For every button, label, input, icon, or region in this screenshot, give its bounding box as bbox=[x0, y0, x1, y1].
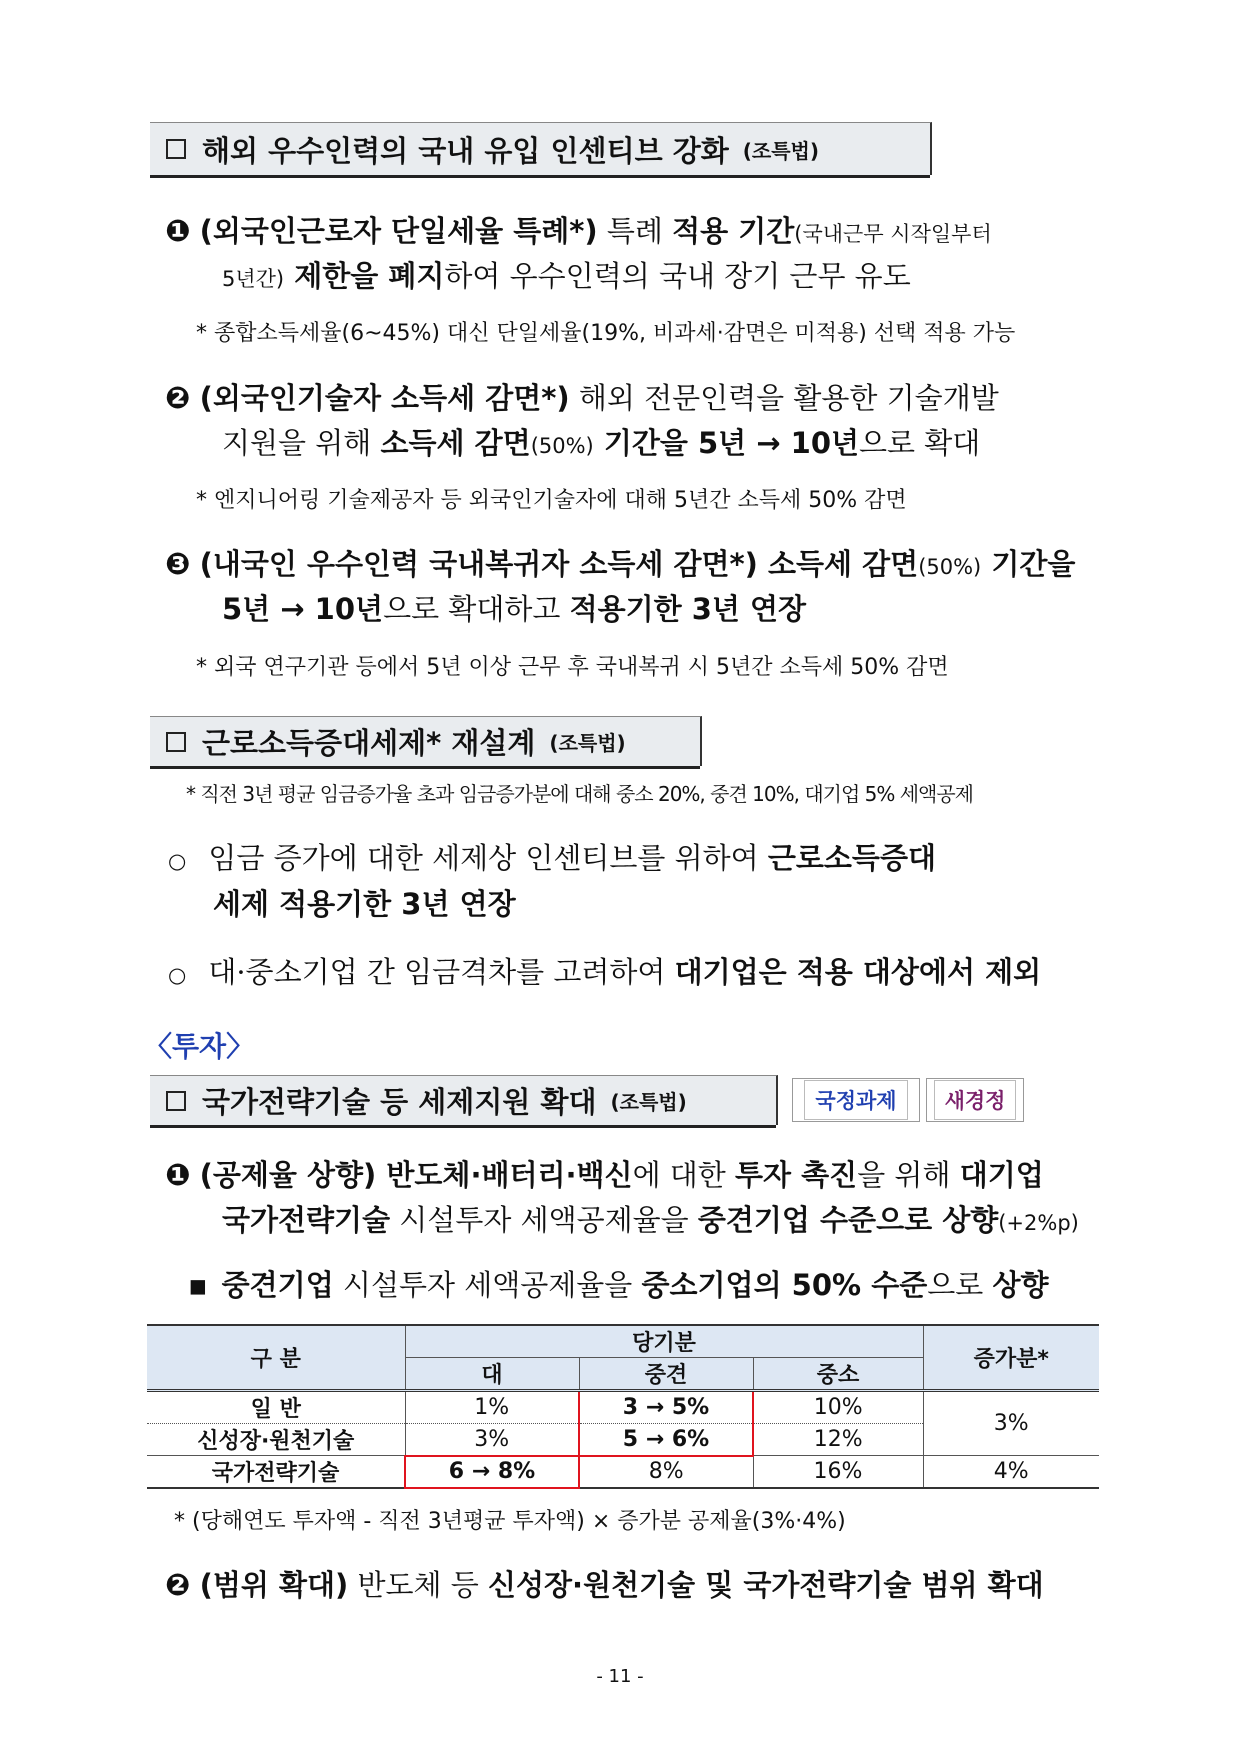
circle-bullet-icon: ○ bbox=[168, 849, 187, 873]
investment-subheading: 〈투자〉 bbox=[144, 1030, 255, 1063]
highlight-cell: 6 → 8% bbox=[405, 1456, 579, 1489]
item-2-note: * 엔지니어링 기술제공자 등 외국인기술자에 대해 5년간 소득세 50% 감면 bbox=[196, 488, 907, 513]
section-2-tag: (조특법) bbox=[549, 731, 626, 755]
section-3-item-1-line-1: ❶ (공제율 상향) 반도체·배터리·백신에 대한 투자 촉진을 위해 대기업 bbox=[165, 1158, 1044, 1193]
section-2-title: 근로소득증대세제* 재설계 bbox=[202, 726, 536, 760]
section-2-bullet-1-line-2: 세제 적용기한 3년 연장 bbox=[213, 887, 516, 921]
merged-increase-cell: 3% bbox=[923, 1391, 1099, 1456]
section-3-title: 국가전략기술 등 세제지원 확대 bbox=[202, 1085, 597, 1119]
header-category: 구 분 bbox=[147, 1325, 405, 1391]
section-1-tag: (조특법) bbox=[742, 138, 819, 163]
item-1-note: * 종합소득세율(6~45%) 대신 단일세율(19%, 비과세·감면은 미적용) 선택 적용 가능 bbox=[196, 321, 1016, 346]
section-3-item-1-line-2: 국가전략기술 시설투자 세액공제율을 중견기업 수준으로 상향(+2%p) bbox=[222, 1203, 1079, 1237]
section-2-bullet-1-line-1: ○ 임금 증가에 대한 세제상 인센티브를 위하여 근로소득증대 bbox=[168, 841, 936, 875]
item-1-line-2: 5년간) 제한을 폐지하여 우수인력의 국내 장기 근무 유도 bbox=[222, 259, 911, 293]
section-1-title: 해외 우수인력의 국내 유입 인센티브 강화 bbox=[202, 133, 729, 168]
item-3-marker: ❸ bbox=[165, 547, 191, 582]
item-2-line-1: ❷ (외국인기술자 소득세 감면*) 해외 전문인력을 활용한 기술개발 bbox=[165, 381, 999, 416]
item-3-line-1: ❸ (내국인 우수인력 국내복귀자 소득세 감면*) 소득세 감면(50%) 기간을 bbox=[165, 547, 1076, 582]
divider bbox=[150, 175, 930, 178]
item-3-line-2: 5년 → 10년으로 확대하고 적용기한 3년 연장 bbox=[222, 592, 807, 626]
badge-new-economic-policy: 새경정 bbox=[926, 1078, 1024, 1122]
section-3-header bbox=[150, 1075, 778, 1125]
square-bullet-icon: ▪ bbox=[188, 1268, 208, 1302]
header-increase: 증가분* bbox=[923, 1325, 1099, 1391]
table-row: 신성장·원천기술 3% 5 → 6% 12% bbox=[147, 1424, 1099, 1456]
header-small-company: 중소 bbox=[753, 1358, 923, 1391]
checkbox-square-icon bbox=[166, 139, 186, 159]
section-3-item-2: ❷ (범위 확대) 반도체 등 신성장·원천기술 및 국가전략기술 범위 확대 bbox=[165, 1568, 1044, 1603]
tax-credit-table bbox=[147, 1324, 1099, 1489]
circle-bullet-icon: ○ bbox=[168, 963, 187, 987]
section-3-item-2-marker: ❷ bbox=[165, 1568, 191, 1603]
divider bbox=[150, 766, 700, 769]
table-row: 국가전략기술 6 → 8% 8% 16% 4% bbox=[147, 1456, 1099, 1489]
page-number: - 11 - bbox=[596, 1666, 644, 1687]
section-1-header bbox=[150, 122, 932, 175]
table-row: 일 반 1% 3 → 5% 10% 3% bbox=[147, 1391, 1099, 1424]
item-1-line-1: ❶ (외국인근로자 단일세율 특례*) 특례 적용 기간(국내근무 시작일부터 bbox=[165, 214, 992, 249]
item-1-marker: ❶ bbox=[165, 214, 191, 249]
divider bbox=[150, 1125, 776, 1128]
section-2-note: * 직전 3년 평균 임금증가율 초과 임금증가분에 대해 중소 20%, 중견 10%, 대기업 5% 세액공제 bbox=[186, 782, 973, 806]
highlight-cell: 5 → 6% bbox=[579, 1424, 753, 1456]
highlight-cell: 3 → 5% bbox=[579, 1391, 753, 1424]
section-3-item-1-marker: ❶ bbox=[165, 1158, 191, 1193]
section-3-tag: (조특법) bbox=[610, 1090, 687, 1114]
section-2-bullet-2: ○ 대·중소기업 간 임금격차를 고려하여 대기업은 적용 대상에서 제외 bbox=[168, 955, 1042, 989]
section-3-item-1-sub: ▪ 중견기업 시설투자 세액공제율을 중소기업의 50% 수준으로 상향 bbox=[188, 1268, 1049, 1302]
item-2-line-2: 지원을 위해 소득세 감면(50%) 기간을 5년 → 10년으로 확대 bbox=[222, 426, 981, 460]
header-current: 당기분 bbox=[405, 1325, 923, 1358]
item-3-note: * 외국 연구기관 등에서 5년 이상 근무 후 국내복귀 시 5년간 소득세 50% 감면 bbox=[196, 655, 949, 680]
item-2-marker: ❷ bbox=[165, 381, 191, 416]
section-2-header bbox=[150, 716, 702, 766]
header-large-company: 대 bbox=[405, 1358, 579, 1391]
checkbox-square-icon bbox=[166, 1091, 186, 1111]
header-mid-company: 중견 bbox=[579, 1358, 753, 1391]
badge-national-task: 국정과제 bbox=[792, 1078, 920, 1122]
checkbox-square-icon bbox=[166, 732, 186, 752]
table-note: * (당해연도 투자액 - 직전 3년평균 투자액) × 증가분 공제율(3%·4%) bbox=[174, 1509, 846, 1534]
